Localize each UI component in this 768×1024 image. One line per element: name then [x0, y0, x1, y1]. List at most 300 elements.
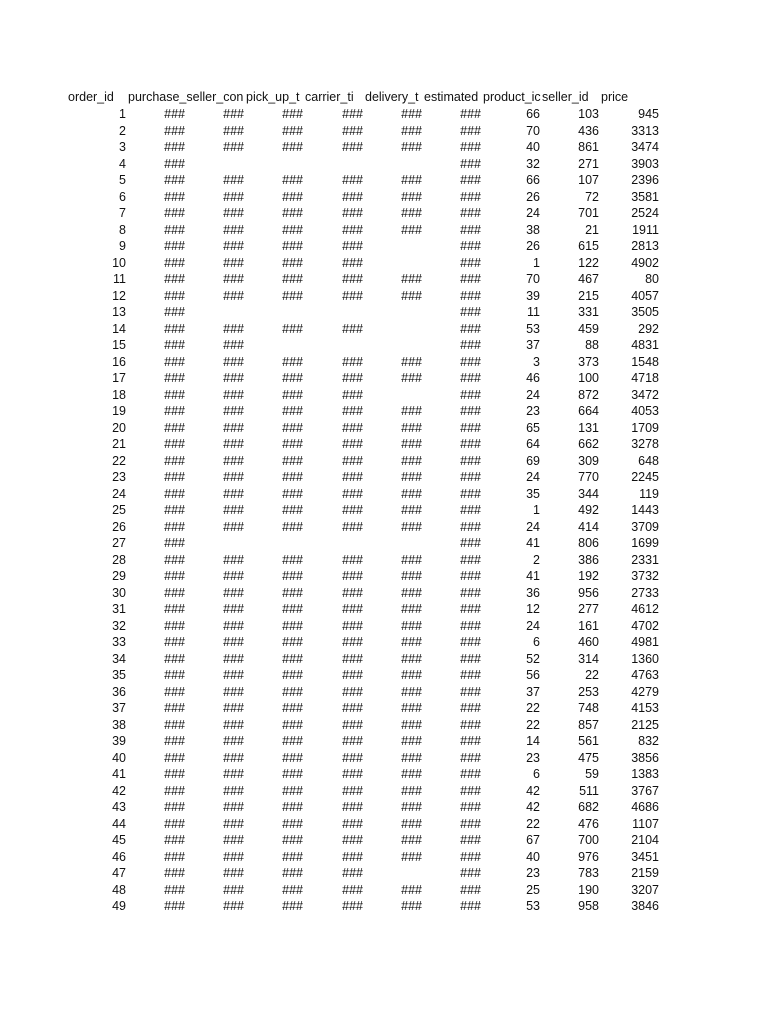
carrier-cell[interactable]: ###: [342, 206, 363, 220]
seller-id-cell[interactable]: 103: [578, 107, 599, 121]
seller-id-cell[interactable]: 700: [578, 833, 599, 847]
product-id-cell[interactable]: 46: [526, 371, 540, 385]
pick-up-cell[interactable]: ###: [282, 354, 303, 369]
carrier-cell[interactable]: ###: [342, 404, 363, 418]
seller-id-cell[interactable]: 386: [578, 552, 599, 567]
purchase-cell[interactable]: ###: [164, 717, 185, 732]
seller-confirm-cell[interactable]: ###: [223, 206, 244, 220]
carrier-cell[interactable]: ###: [342, 255, 363, 270]
purchase-cell[interactable]: ###: [164, 750, 185, 765]
order-id-cell[interactable]: 29: [112, 569, 126, 583]
order-id-cell[interactable]: 33: [112, 635, 126, 649]
order-id-cell[interactable]: 10: [112, 255, 126, 270]
order-id-cell[interactable]: 35: [112, 668, 126, 682]
delivery-cell[interactable]: [364, 156, 422, 173]
seller-confirm-cell[interactable]: ###: [223, 222, 244, 237]
delivery-cell[interactable]: ###: [401, 140, 422, 154]
price-cell[interactable]: 2813: [631, 239, 659, 253]
estimated-cell[interactable]: ###: [460, 437, 481, 451]
price-cell[interactable]: 1709: [631, 420, 659, 435]
order-id-cell[interactable]: 21: [112, 437, 126, 451]
price-cell[interactable]: 4831: [631, 338, 659, 352]
delivery-cell[interactable]: [364, 865, 422, 882]
seller-confirm-cell[interactable]: ###: [223, 255, 244, 270]
delivery-cell[interactable]: ###: [401, 437, 422, 451]
header-product-ic[interactable]: product_ic: [483, 90, 541, 104]
seller-id-cell[interactable]: 861: [578, 140, 599, 154]
product-id-cell[interactable]: 37: [526, 684, 540, 699]
price-cell[interactable]: 3474: [631, 140, 659, 154]
pick-up-cell[interactable]: ###: [282, 387, 303, 402]
purchase-cell[interactable]: ###: [164, 602, 185, 616]
order-id-cell[interactable]: 8: [119, 222, 126, 237]
seller-confirm-cell[interactable]: ###: [223, 239, 244, 253]
delivery-cell[interactable]: [364, 337, 422, 354]
seller-id-cell[interactable]: 770: [578, 470, 599, 484]
price-cell[interactable]: 2159: [631, 866, 659, 880]
delivery-cell[interactable]: [364, 238, 422, 255]
product-id-cell[interactable]: 66: [526, 173, 540, 187]
estimated-cell[interactable]: ###: [460, 371, 481, 385]
product-id-cell[interactable]: 40: [526, 849, 540, 864]
seller-confirm-cell[interactable]: ###: [223, 717, 244, 732]
seller-confirm-cell[interactable]: ###: [223, 387, 244, 402]
seller-id-cell[interactable]: 107: [578, 173, 599, 187]
carrier-cell[interactable]: ###: [342, 882, 363, 897]
order-id-cell[interactable]: 4: [119, 156, 126, 171]
purchase-cell[interactable]: ###: [164, 503, 185, 517]
pick-up-cell[interactable]: ###: [282, 569, 303, 583]
carrier-cell[interactable]: ###: [342, 420, 363, 435]
price-cell[interactable]: 1360: [631, 651, 659, 666]
seller-id-cell[interactable]: 131: [578, 420, 599, 435]
seller-id-cell[interactable]: 215: [578, 288, 599, 303]
pick-up-cell[interactable]: ###: [282, 849, 303, 864]
price-cell[interactable]: 3313: [631, 123, 659, 138]
carrier-cell[interactable]: ###: [342, 717, 363, 732]
product-id-cell[interactable]: 24: [526, 519, 540, 534]
pick-up-cell[interactable]: ###: [282, 635, 303, 649]
seller-confirm-cell[interactable]: ###: [223, 684, 244, 699]
pick-up-cell[interactable]: ###: [282, 750, 303, 765]
seller-id-cell[interactable]: 373: [578, 354, 599, 369]
carrier-cell[interactable]: ###: [342, 272, 363, 286]
estimated-cell[interactable]: ###: [460, 618, 481, 633]
header-estimated[interactable]: estimated: [424, 90, 479, 104]
estimated-cell[interactable]: ###: [460, 635, 481, 649]
seller-confirm-cell[interactable]: ###: [223, 899, 244, 913]
pick-up-cell[interactable]: ###: [282, 140, 303, 154]
price-cell[interactable]: 2396: [631, 173, 659, 187]
order-id-cell[interactable]: 5: [119, 173, 126, 187]
seller-confirm-cell[interactable]: ###: [223, 321, 244, 336]
order-id-cell[interactable]: 11: [113, 272, 126, 286]
price-cell[interactable]: 4153: [631, 701, 659, 715]
seller-confirm-cell[interactable]: ###: [223, 849, 244, 864]
carrier-cell[interactable]: ###: [342, 569, 363, 583]
estimated-cell[interactable]: ###: [460, 140, 481, 154]
order-id-cell[interactable]: 17: [112, 371, 126, 385]
price-cell[interactable]: 80: [645, 272, 659, 286]
order-id-cell[interactable]: 3: [119, 140, 126, 154]
header-purchase-seller-con[interactable]: purchase_seller_con: [128, 90, 244, 104]
seller-confirm-cell[interactable]: ###: [223, 354, 244, 369]
purchase-cell[interactable]: ###: [164, 849, 185, 864]
estimated-cell[interactable]: ###: [460, 288, 481, 303]
estimated-cell[interactable]: ###: [460, 503, 481, 517]
pick-up-cell[interactable]: ###: [282, 437, 303, 451]
product-id-cell[interactable]: 41: [526, 569, 540, 583]
seller-confirm-cell[interactable]: ###: [223, 816, 244, 831]
seller-id-cell[interactable]: 190: [578, 882, 599, 897]
estimated-cell[interactable]: ###: [460, 354, 481, 369]
delivery-cell[interactable]: ###: [401, 800, 422, 814]
order-id-cell[interactable]: 49: [112, 899, 126, 913]
pick-up-cell[interactable]: ###: [282, 288, 303, 303]
seller-id-cell[interactable]: 344: [578, 486, 599, 501]
price-cell[interactable]: 648: [638, 453, 659, 468]
price-cell[interactable]: 3709: [631, 519, 659, 534]
pick-up-cell[interactable]: ###: [282, 816, 303, 831]
price-cell[interactable]: 3846: [631, 899, 659, 913]
carrier-cell[interactable]: [305, 535, 363, 552]
carrier-cell[interactable]: ###: [342, 189, 363, 204]
seller-confirm-cell[interactable]: ###: [223, 750, 244, 765]
purchase-cell[interactable]: ###: [164, 255, 185, 270]
seller-confirm-cell[interactable]: ###: [223, 140, 244, 154]
product-id-cell[interactable]: 70: [526, 272, 540, 286]
seller-id-cell[interactable]: 956: [578, 585, 599, 600]
price-cell[interactable]: 292: [638, 321, 659, 336]
product-id-cell[interactable]: 2: [533, 552, 540, 567]
seller-id-cell[interactable]: 161: [578, 618, 599, 633]
carrier-cell[interactable]: ###: [342, 140, 363, 154]
seller-confirm-cell[interactable]: ###: [223, 486, 244, 501]
estimated-cell[interactable]: ###: [460, 734, 481, 748]
product-id-cell[interactable]: 23: [526, 866, 540, 880]
pick-up-cell[interactable]: ###: [282, 321, 303, 336]
delivery-cell[interactable]: ###: [401, 635, 422, 649]
order-id-cell[interactable]: 27: [112, 536, 126, 550]
estimated-cell[interactable]: ###: [460, 602, 481, 616]
carrier-cell[interactable]: ###: [342, 123, 363, 138]
price-cell[interactable]: 2331: [631, 552, 659, 567]
pick-up-cell[interactable]: ###: [282, 453, 303, 468]
carrier-cell[interactable]: ###: [342, 470, 363, 484]
delivery-cell[interactable]: ###: [401, 404, 422, 418]
seller-id-cell[interactable]: 414: [578, 519, 599, 534]
seller-confirm-cell[interactable]: ###: [223, 338, 244, 352]
header-pick-up-t[interactable]: pick_up_t: [246, 90, 300, 104]
price-cell[interactable]: 3505: [631, 305, 659, 319]
product-id-cell[interactable]: 14: [526, 734, 540, 748]
delivery-cell[interactable]: ###: [401, 882, 422, 897]
seller-confirm-cell[interactable]: ###: [223, 618, 244, 633]
order-id-cell[interactable]: 46: [112, 849, 126, 864]
delivery-cell[interactable]: ###: [401, 189, 422, 204]
price-cell[interactable]: 832: [638, 734, 659, 748]
purchase-cell[interactable]: ###: [164, 767, 185, 781]
purchase-cell[interactable]: ###: [164, 701, 185, 715]
purchase-cell[interactable]: ###: [164, 140, 185, 154]
order-id-cell[interactable]: 44: [112, 816, 126, 831]
purchase-cell[interactable]: ###: [164, 684, 185, 699]
product-id-cell[interactable]: 24: [526, 470, 540, 484]
pick-up-cell[interactable]: ###: [282, 734, 303, 748]
purchase-cell[interactable]: ###: [164, 651, 185, 666]
purchase-cell[interactable]: ###: [164, 734, 185, 748]
pick-up-cell[interactable]: ###: [282, 882, 303, 897]
product-id-cell[interactable]: 11: [527, 305, 540, 319]
order-id-cell[interactable]: 23: [112, 470, 126, 484]
order-id-cell[interactable]: 9: [119, 239, 126, 253]
price-cell[interactable]: 4981: [631, 635, 659, 649]
pick-up-cell[interactable]: ###: [282, 585, 303, 600]
estimated-cell[interactable]: ###: [460, 156, 481, 171]
order-id-cell[interactable]: 42: [112, 783, 126, 798]
purchase-cell[interactable]: ###: [164, 519, 185, 534]
purchase-cell[interactable]: ###: [164, 156, 185, 171]
purchase-cell[interactable]: ###: [164, 783, 185, 798]
estimated-cell[interactable]: ###: [460, 272, 481, 286]
product-id-cell[interactable]: 39: [526, 288, 540, 303]
estimated-cell[interactable]: ###: [460, 552, 481, 567]
order-id-cell[interactable]: 31: [112, 602, 126, 616]
product-id-cell[interactable]: 22: [526, 816, 540, 831]
seller-id-cell[interactable]: 615: [578, 239, 599, 253]
product-id-cell[interactable]: 26: [526, 189, 540, 204]
price-cell[interactable]: 4718: [631, 371, 659, 385]
estimated-cell[interactable]: ###: [460, 173, 481, 187]
seller-id-cell[interactable]: 872: [578, 387, 599, 402]
seller-id-cell[interactable]: 662: [578, 437, 599, 451]
pick-up-cell[interactable]: ###: [282, 206, 303, 220]
price-cell[interactable]: 4686: [631, 800, 659, 814]
order-id-cell[interactable]: 39: [112, 734, 126, 748]
order-id-cell[interactable]: 7: [119, 206, 126, 220]
product-id-cell[interactable]: 41: [526, 536, 540, 550]
purchase-cell[interactable]: ###: [164, 882, 185, 897]
pick-up-cell[interactable]: ###: [282, 668, 303, 682]
seller-id-cell[interactable]: 22: [585, 668, 599, 682]
seller-confirm-cell[interactable]: ###: [223, 882, 244, 897]
delivery-cell[interactable]: ###: [401, 750, 422, 765]
header-price[interactable]: price: [601, 90, 629, 104]
pick-up-cell[interactable]: ###: [282, 189, 303, 204]
delivery-cell[interactable]: ###: [401, 783, 422, 798]
seller-confirm-cell[interactable]: ###: [223, 453, 244, 468]
carrier-cell[interactable]: ###: [342, 816, 363, 831]
price-cell[interactable]: 3278: [631, 437, 659, 451]
pick-up-cell[interactable]: ###: [282, 239, 303, 253]
delivery-cell[interactable]: ###: [401, 123, 422, 138]
carrier-cell[interactable]: ###: [342, 800, 363, 814]
purchase-cell[interactable]: ###: [164, 899, 185, 913]
seller-id-cell[interactable]: 664: [578, 404, 599, 418]
seller-confirm-cell[interactable]: ###: [223, 668, 244, 682]
seller-confirm-cell[interactable]: ###: [223, 585, 244, 600]
product-id-cell[interactable]: 53: [526, 321, 540, 336]
order-id-cell[interactable]: 16: [112, 354, 126, 369]
seller-id-cell[interactable]: 331: [578, 305, 599, 319]
seller-confirm-cell[interactable]: ###: [223, 123, 244, 138]
product-id-cell[interactable]: 24: [526, 387, 540, 402]
estimated-cell[interactable]: ###: [460, 206, 481, 220]
pick-up-cell[interactable]: ###: [282, 866, 303, 880]
price-cell[interactable]: 4612: [631, 602, 659, 616]
product-id-cell[interactable]: 26: [526, 239, 540, 253]
seller-id-cell[interactable]: 21: [585, 222, 599, 237]
price-cell[interactable]: 4053: [631, 404, 659, 418]
estimated-cell[interactable]: ###: [460, 239, 481, 253]
estimated-cell[interactable]: ###: [460, 800, 481, 814]
price-cell[interactable]: 3732: [631, 569, 659, 583]
seller-confirm-cell[interactable]: ###: [223, 602, 244, 616]
estimated-cell[interactable]: ###: [460, 519, 481, 534]
header-order-id[interactable]: order_id: [68, 90, 114, 104]
delivery-cell[interactable]: ###: [401, 569, 422, 583]
pick-up-cell[interactable]: [245, 156, 303, 173]
carrier-cell[interactable]: [305, 156, 363, 173]
purchase-cell[interactable]: ###: [164, 833, 185, 847]
price-cell[interactable]: 2245: [631, 470, 659, 484]
estimated-cell[interactable]: ###: [460, 783, 481, 798]
price-cell[interactable]: 4702: [631, 618, 659, 633]
seller-id-cell[interactable]: 314: [578, 651, 599, 666]
product-id-cell[interactable]: 36: [526, 585, 540, 600]
seller-id-cell[interactable]: 192: [578, 569, 599, 583]
delivery-cell[interactable]: ###: [401, 552, 422, 567]
estimated-cell[interactable]: ###: [460, 387, 481, 402]
product-id-cell[interactable]: 40: [526, 140, 540, 154]
price-cell[interactable]: 4057: [631, 288, 659, 303]
order-id-cell[interactable]: 32: [112, 618, 126, 633]
order-id-cell[interactable]: 48: [112, 882, 126, 897]
purchase-cell[interactable]: ###: [164, 552, 185, 567]
carrier-cell[interactable]: ###: [342, 767, 363, 781]
product-id-cell[interactable]: 66: [526, 107, 540, 121]
pick-up-cell[interactable]: ###: [282, 717, 303, 732]
delivery-cell[interactable]: ###: [401, 734, 422, 748]
pick-up-cell[interactable]: ###: [282, 701, 303, 715]
carrier-cell[interactable]: ###: [342, 866, 363, 880]
delivery-cell[interactable]: ###: [401, 618, 422, 633]
pick-up-cell[interactable]: ###: [282, 123, 303, 138]
price-cell[interactable]: 1548: [631, 354, 659, 369]
seller-id-cell[interactable]: 436: [578, 123, 599, 138]
price-cell[interactable]: 119: [639, 486, 659, 501]
purchase-cell[interactable]: ###: [164, 470, 185, 484]
estimated-cell[interactable]: ###: [460, 255, 481, 270]
order-id-cell[interactable]: 1: [119, 107, 126, 121]
purchase-cell[interactable]: ###: [164, 816, 185, 831]
order-id-cell[interactable]: 36: [112, 684, 126, 699]
carrier-cell[interactable]: ###: [342, 371, 363, 385]
delivery-cell[interactable]: ###: [401, 651, 422, 666]
delivery-cell[interactable]: ###: [401, 453, 422, 468]
seller-confirm-cell[interactable]: ###: [223, 404, 244, 418]
delivery-cell[interactable]: ###: [401, 519, 422, 534]
seller-confirm-cell[interactable]: ###: [223, 651, 244, 666]
seller-id-cell[interactable]: 253: [578, 684, 599, 699]
seller-id-cell[interactable]: 277: [578, 602, 599, 616]
price-cell[interactable]: 1107: [632, 816, 659, 831]
purchase-cell[interactable]: ###: [164, 222, 185, 237]
purchase-cell[interactable]: ###: [164, 866, 185, 880]
price-cell[interactable]: 1699: [631, 536, 659, 550]
delivery-cell[interactable]: ###: [401, 816, 422, 831]
product-id-cell[interactable]: 24: [526, 206, 540, 220]
product-id-cell[interactable]: 64: [526, 437, 540, 451]
carrier-cell[interactable]: ###: [342, 222, 363, 237]
pick-up-cell[interactable]: [245, 337, 303, 354]
seller-id-cell[interactable]: 561: [578, 734, 599, 748]
purchase-cell[interactable]: ###: [164, 420, 185, 435]
estimated-cell[interactable]: ###: [460, 866, 481, 880]
seller-confirm-cell[interactable]: ###: [223, 635, 244, 649]
order-id-cell[interactable]: 2: [119, 123, 126, 138]
order-id-cell[interactable]: 6: [119, 189, 126, 204]
delivery-cell[interactable]: ###: [401, 717, 422, 732]
seller-confirm-cell[interactable]: ###: [223, 519, 244, 534]
seller-confirm-cell[interactable]: ###: [223, 189, 244, 204]
delivery-cell[interactable]: ###: [401, 371, 422, 385]
delivery-cell[interactable]: [364, 321, 422, 338]
seller-confirm-cell[interactable]: ###: [223, 470, 244, 484]
price-cell[interactable]: 1383: [631, 767, 659, 781]
order-id-cell[interactable]: 47: [112, 866, 126, 880]
header-seller-id[interactable]: seller_id: [542, 90, 589, 104]
pick-up-cell[interactable]: ###: [282, 552, 303, 567]
carrier-cell[interactable]: ###: [342, 783, 363, 798]
order-id-cell[interactable]: 26: [112, 519, 126, 534]
estimated-cell[interactable]: ###: [460, 701, 481, 715]
delivery-cell[interactable]: ###: [401, 701, 422, 715]
purchase-cell[interactable]: ###: [164, 635, 185, 649]
order-id-cell[interactable]: 38: [112, 717, 126, 732]
estimated-cell[interactable]: ###: [460, 222, 481, 237]
delivery-cell[interactable]: ###: [401, 833, 422, 847]
product-id-cell[interactable]: 23: [526, 404, 540, 418]
price-cell[interactable]: 4763: [631, 668, 659, 682]
delivery-cell[interactable]: [364, 535, 422, 552]
purchase-cell[interactable]: ###: [164, 453, 185, 468]
carrier-cell[interactable]: ###: [342, 288, 363, 303]
carrier-cell[interactable]: ###: [342, 486, 363, 501]
purchase-cell[interactable]: ###: [164, 272, 185, 286]
purchase-cell[interactable]: ###: [164, 107, 185, 121]
product-id-cell[interactable]: 1: [533, 503, 540, 517]
carrier-cell[interactable]: ###: [342, 849, 363, 864]
estimated-cell[interactable]: ###: [460, 453, 481, 468]
estimated-cell[interactable]: ###: [460, 189, 481, 204]
estimated-cell[interactable]: ###: [460, 123, 481, 138]
delivery-cell[interactable]: ###: [401, 206, 422, 220]
seller-confirm-cell[interactable]: ###: [223, 800, 244, 814]
delivery-cell[interactable]: ###: [401, 668, 422, 682]
seller-confirm-cell[interactable]: ###: [223, 701, 244, 715]
carrier-cell[interactable]: ###: [342, 651, 363, 666]
estimated-cell[interactable]: ###: [460, 338, 481, 352]
carrier-cell[interactable]: ###: [342, 585, 363, 600]
seller-confirm-cell[interactable]: ###: [223, 420, 244, 435]
product-id-cell[interactable]: 25: [526, 882, 540, 897]
delivery-cell[interactable]: [364, 304, 422, 321]
estimated-cell[interactable]: ###: [460, 321, 481, 336]
carrier-cell[interactable]: ###: [342, 239, 363, 253]
pick-up-cell[interactable]: ###: [282, 404, 303, 418]
delivery-cell[interactable]: ###: [401, 486, 422, 501]
